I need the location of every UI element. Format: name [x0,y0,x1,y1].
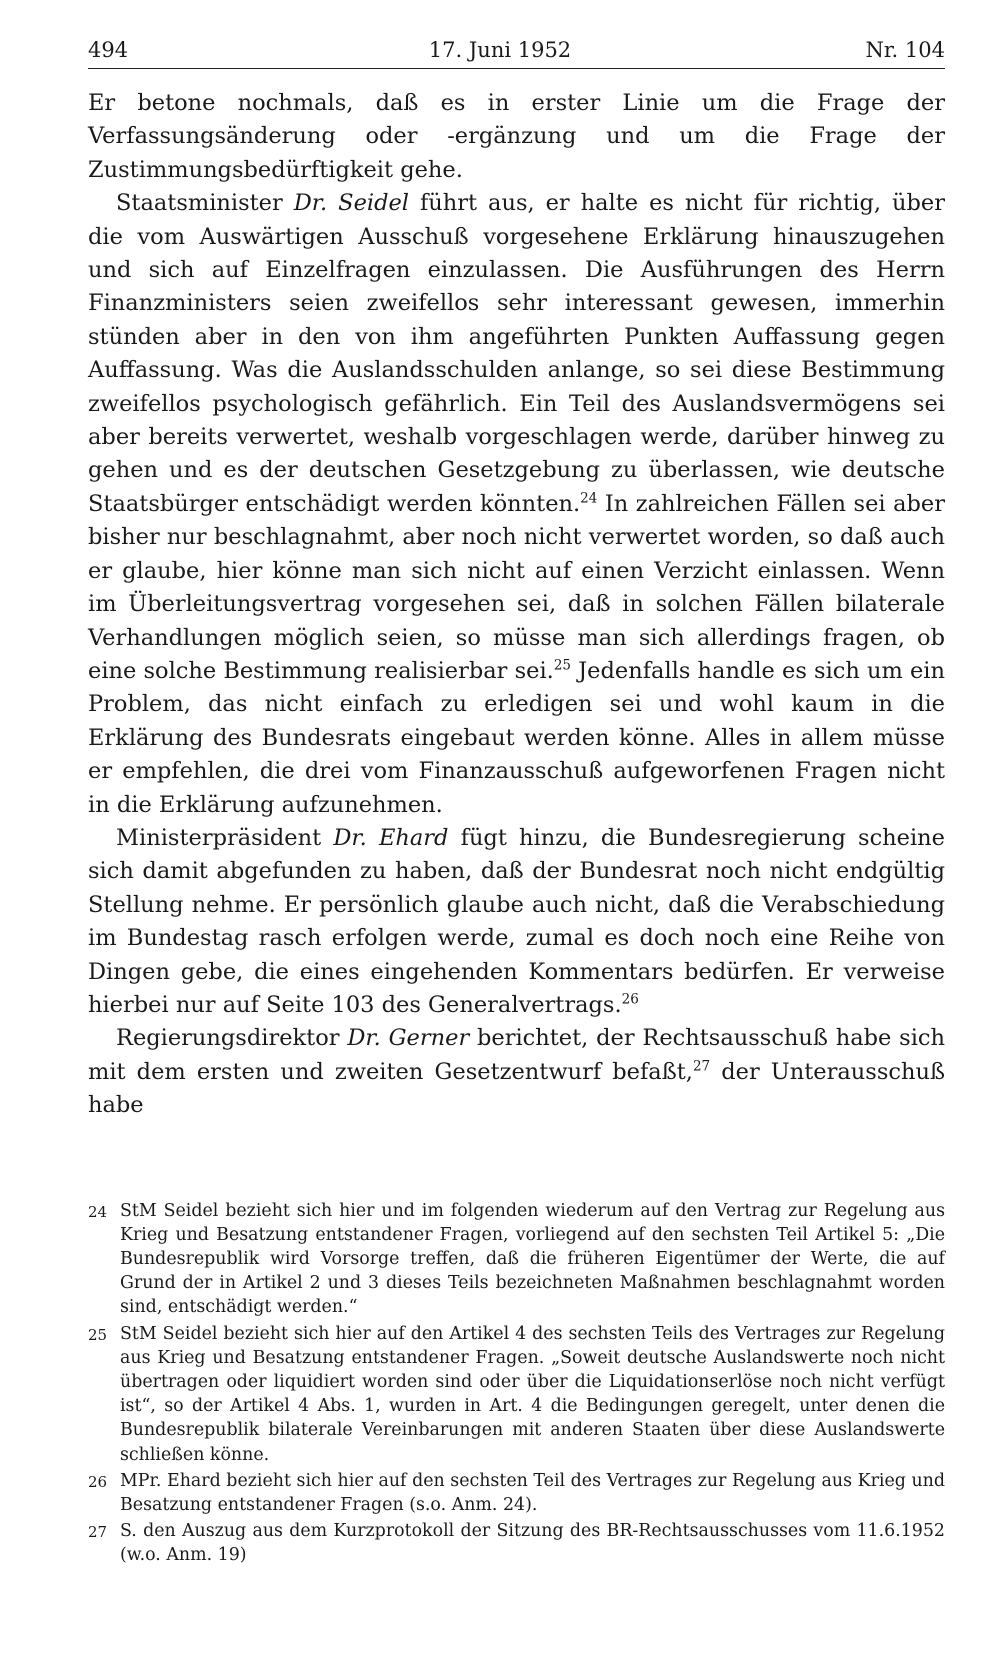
paragraph-2 [88,187,945,822]
footnote-number: 27 [88,1523,108,1542]
speaker-name: Dr. Gerner [347,1025,470,1052]
speaker-title: Staatsminister [116,190,294,217]
page-number: 494 [88,38,129,62]
footnote-text: StM Seidel bezieht sich hier und im folgenden wiederum auf den Vertrag zur Regelung aus Krieg und Besatzung entstandener Fragen, vorliegend auf den sechsten Teil Artikel 5: „Die Bundesrepublik wird Vorsorge treffen, daß die früheren Eigentümer der Werte, die auf Grund der in Artikel 2 und 3 dieses Teils bezeichneten Maßnahmen beschlagnahmt worden sind, entschädigt werden.“ [120,1200,945,1318]
speaker-title: Ministerpräsident [116,824,334,851]
footnote [88,1199,945,1320]
footnotes [88,1199,945,1568]
paragraph-text: führt aus, er halte es nicht für richtig, über die vom Auswärtigen Ausschuß vorgesehene Erklärung hinauszugehen und sich auf Einzelfragen einzulassen. Die Ausführungen des Herrn Finanzministers seien zweifellos sehr interessant gewesen, immerhin stünden aber in den von ihm angeführten Punkten Auffassung gegen Auffassung. Was die Auslandsschulden anlange, so sei diese Bestimmung zweifellos psychologisch gefährlich. Ein Teil des Auslandsvermögens sei aber bereits verwertet, weshalb vorgeschlagen werde, darüber hinweg zu gehen und es der deutschen Gesetzgebung zu überlassen, wie deutsche Staatsbürger entschädigt werden könnten. [88,190,945,517]
footnote-text: MPr. Ehard bezieht sich hier auf den sechsten Teil des Vertrages zur Regelung aus Krieg und Besatzung entstandener Fragen (s.o. Anm. 24). [120,1470,945,1516]
footnote-number: 25 [88,1325,108,1344]
speaker-name: Dr. Seidel [293,190,409,217]
paragraph-text: der Unterausschuß habe [88,1058,945,1119]
paragraph-text: berichtet, der Rechtsausschuß habe sich mit dem ersten und zweiten Gesetzentwurf befaßt, [88,1025,945,1085]
footnote-number: 26 [88,1472,108,1491]
paragraph-3 [88,822,945,1022]
footnote-ref[interactable]: 27 [692,1058,711,1075]
paragraph-text: Jedenfalls handle es sich um ein Problem, das nicht einfach zu erledigen sei und wohl kaum in die Erklärung des Bundesrats eingebaut werden könne. Alles in allem müsse er empfehlen, die drei vom Finanzausschuß aufgeworfenen Fragen nicht in die Erklärung aufzunehmen. [88,657,945,818]
paragraph-4 [88,1022,945,1122]
paragraph-text: In zahlreichen Fällen sei aber bisher nur beschlagnahmt, aber noch nicht verwertet worden, so daß auch er glaube, hier könne man sich nicht auf einen Verzicht einlassen. Wenn im Überleitungsvertrag vorgesehen sei, daß in solchen Fällen bilaterale Verhandlungen möglich seien, so müsse man sich allerdings fragen, ob eine solche Bestimmung realisierbar sei. [88,490,945,684]
footnote-number: 24 [88,1202,108,1221]
paragraph-1: Er betone nochmals, daß es in erster Linie um die Frage der Verfassungsänderung oder -ergänzung und um die Frage der Zustimmungsbedürftigkeit gehe. [88,90,945,183]
speaker-name: Dr. Ehard [333,824,449,851]
footnote [88,1469,945,1517]
paragraph-text: fügt hinzu, die Bundesregierung scheine sich damit abgefunden zu haben, daß der Bundesrat noch nicht endgültig Stellung nehme. Er persönlich glaube auch nicht, daß die Verabschiedung im Bundestag rasch erfolgen werde, zumal es doch noch eine Reihe von Dingen gebe, die eines eingehenden Kommentars bedürfen. Er verweise hierbei nur auf Seite 103 des Generalvertrags. [88,824,945,1018]
body-text [88,87,945,1123]
running-header [88,38,945,69]
footnote [88,1322,945,1467]
header-date: 17. Juni 1952 [428,38,572,62]
footnote-ref[interactable]: 25 [553,657,571,674]
footnote-ref[interactable]: 26 [621,991,639,1008]
speaker-title: Regierungsdirektor [116,1025,348,1052]
footnote-text: S. den Auszug aus dem Kurzprotokoll der Sitzung des BR-Rechtsausschusses vom 11.6.1952 (w.o. Anm. 19) [120,1521,945,1566]
footnote [88,1519,945,1567]
footnote-ref[interactable]: 24 [580,490,598,507]
footnote-text: StM Seidel bezieht sich hier auf den Artikel 4 des sechsten Teils des Vertrages zur Regelung aus Krieg und Besatzung entstandener Fragen. „Soweit deutsche Auslandswerte noch nicht übertragen oder liquidiert worden sind oder über die Liquidationserlöse noch nicht verfügt ist“, so der Artikel 4 Abs. 1, wurden in Art. 4 die Bedingungen geregelt, unter denen die Bundesrepublik bilaterale Vereinbarungen mit anderen Staaten über diese Auslandswerte schließen könne. [120,1323,945,1465]
document-number: Nr. 104 [865,38,945,62]
